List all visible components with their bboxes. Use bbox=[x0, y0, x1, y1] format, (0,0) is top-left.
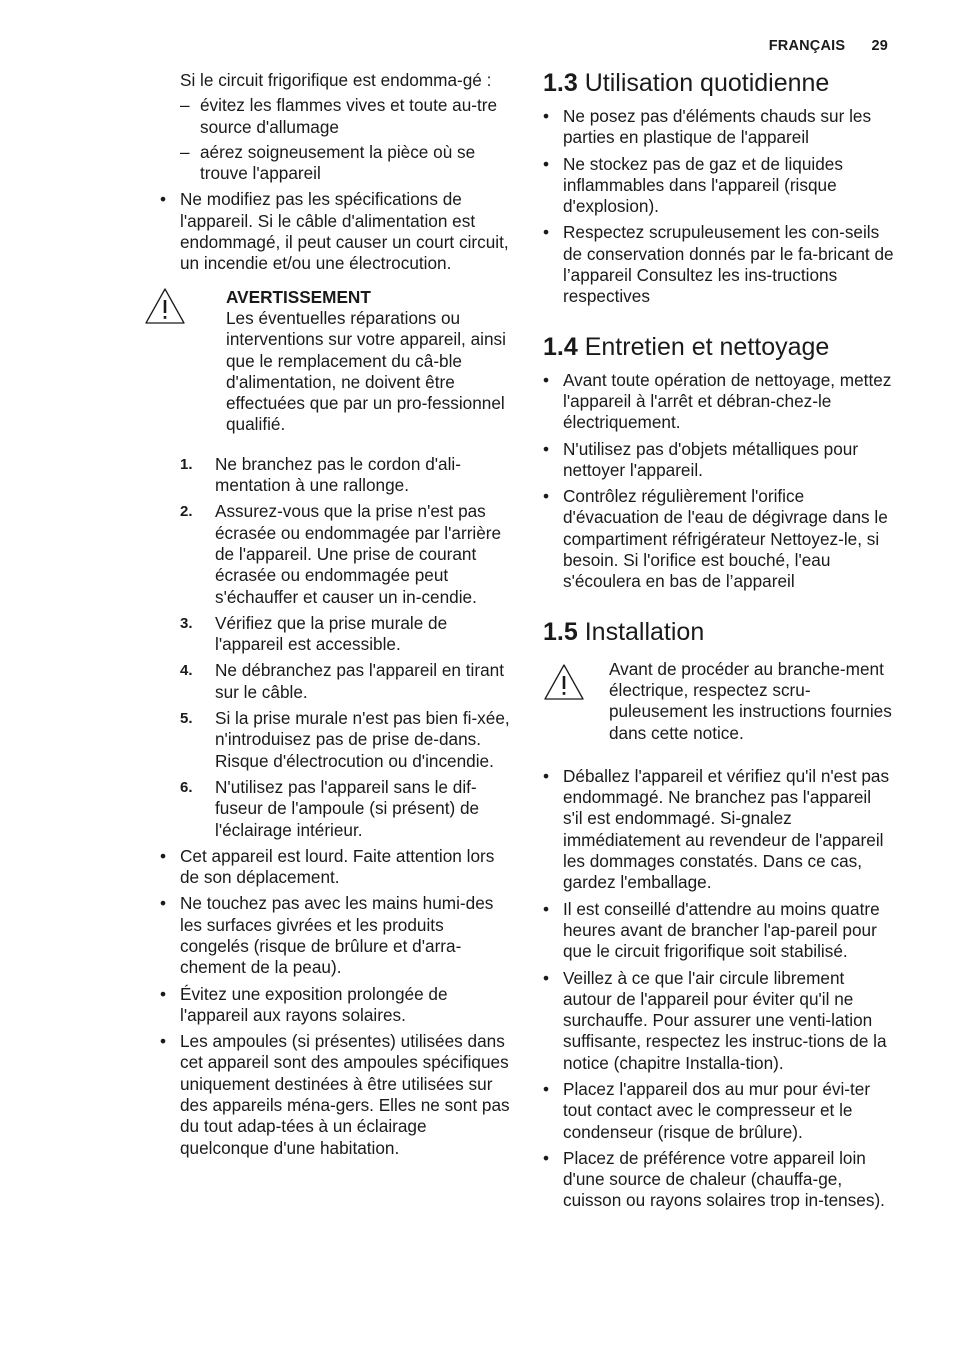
bullet-item bbox=[543, 154, 895, 218]
section-number: 1.5 bbox=[543, 617, 578, 646]
bullet-item bbox=[543, 439, 895, 482]
bullet-item bbox=[543, 370, 895, 434]
numbered-item bbox=[160, 501, 512, 607]
warning-text: Les éventuelles réparations ou interventions sur votre appareil, ainsi que le remplacement du câ-ble d'alimentation, ne doivent être effectuées que par un pro-fessionnel qualifié. bbox=[226, 307, 506, 435]
bullet-marker: • bbox=[543, 898, 550, 919]
section-heading-1-5 bbox=[543, 617, 895, 647]
bullet-marker: • bbox=[543, 1078, 550, 1099]
numbered-item bbox=[160, 777, 512, 841]
bullet-item-text: Avant toute opération de nettoyage, mettez l'appareil à l'arrêt et débran-chez-le électriquement. bbox=[563, 369, 892, 433]
bullet-item bbox=[543, 899, 895, 963]
warning-triangle-icon bbox=[543, 663, 585, 701]
bullet-item-text: Évitez une exposition prolongée de l'appareil aux rayons solaires. bbox=[180, 983, 448, 1025]
numbered-item-text: Assurez-vous que la prise n'est pas écrasée ou endommagée par l'arrière de l'appareil. Une prise de courant écrasée ou endommagée peut s'échauffer et causer un in-cendie. bbox=[215, 501, 502, 607]
intro-text: Si le circuit frigorifique est endomma-gé : bbox=[180, 70, 492, 90]
warning-title: AVERTISSEMENT bbox=[226, 286, 371, 307]
item-number: 2. bbox=[180, 503, 193, 521]
bullet-item bbox=[543, 1079, 895, 1143]
bullet-item-text: Ne touchez pas avec les mains humi-des les surfaces givrées et les produits congelés (risque de brûlure et d'arra-chement de la peau). bbox=[180, 893, 494, 978]
bullet-marker: • bbox=[543, 486, 550, 507]
bullet-marker: • bbox=[543, 765, 550, 786]
item-number: 6. bbox=[180, 778, 193, 796]
bullet-marker: • bbox=[543, 153, 550, 174]
bullet-item-text: Cet appareil est lourd. Faite attention lors de son déplacement. bbox=[180, 845, 495, 888]
bullet-item bbox=[543, 106, 895, 149]
section-number: 1.4 bbox=[543, 332, 578, 361]
bullet-marker: • bbox=[160, 1031, 167, 1052]
header-language: FRANÇAIS bbox=[768, 38, 846, 54]
bullet-item-text: Respectez scrupuleusement les con-seils de conservation donnés par le fa-bricant de l’appareil Consultez les ins-tructions respectives bbox=[563, 222, 894, 307]
dash-item bbox=[160, 95, 512, 138]
bullet-item-text: Veillez à ce que l'air circule librement autour de l'appareil pour éviter qu'il ne surchauffe. Pour assurer une venti-lation suffisante, respectez les instruc-tions de la notice (chapitre Installa-tion). bbox=[563, 967, 887, 1073]
numbered-item-text: N'utilisez pas l'appareil sans le dif-fuseur de l'ampoule (si présent) de l'éclairage intérieur. bbox=[215, 776, 480, 840]
bullet-item-text: Placez l'appareil dos au mur pour évi-ter tout contact avec le compresseur et le condenseur (risque de brûlure). bbox=[563, 1078, 871, 1142]
numbered-item-text: Ne débranchez pas l'appareil en tirant sur le câble. bbox=[215, 660, 504, 702]
section-title: Installation bbox=[584, 617, 705, 646]
section-heading-1-3 bbox=[543, 68, 895, 98]
dash-item-text: évitez les flammes vives et toute au-tre source d'allumage bbox=[200, 95, 498, 137]
bullet-marker: • bbox=[543, 1147, 550, 1168]
bullet-item-text: Contrôlez régulièrement l'orifice d'évacuation de l'eau de dégivrage dans le compartiment réfrigérateur Nettoyez-le, si besoin. Si l'orifice est bouché, l'eau s'écoulera en bas de l’appareil bbox=[563, 486, 888, 592]
bullet-item bbox=[543, 486, 895, 592]
dash-item bbox=[160, 142, 512, 185]
warning-triangle-icon bbox=[144, 287, 186, 325]
item-number: 4. bbox=[180, 662, 193, 680]
numbered-item-text: Si la prise murale n'est pas bien fi-xée, n'introduisez pas de prise de-dans. Risque d'électrocution ou d'incendie. bbox=[215, 708, 510, 771]
bullet-marker: • bbox=[160, 845, 167, 866]
section-title: Entretien et nettoyage bbox=[584, 332, 830, 361]
left-column bbox=[160, 70, 512, 1159]
bullet-marker: • bbox=[543, 106, 550, 126]
bullet-item-text: Placez de préférence votre appareil loin d'une source de chaleur (chauffa-ge, cuisson ou rayons solaires trop in-tenses). bbox=[563, 1147, 885, 1211]
bullet-marker: • bbox=[543, 369, 550, 390]
bullet-marker: • bbox=[543, 438, 550, 459]
numbered-item bbox=[160, 454, 512, 497]
item-number: 3. bbox=[180, 614, 193, 632]
item-number: 1. bbox=[180, 455, 193, 473]
bullet-item-text: Ne stockez pas de gaz et de liquides inflammables dans l'appareil (risque d'explosion). bbox=[563, 153, 843, 217]
bullet-item-text: Les ampoules (si présentes) utilisées dans cet appareil sont des ampoules spécifiques uniquement destinées à être utilisées sur des appareils ména-gers. Elles ne sont pas du tout adap-tées à un éclairage quelconque d'une habitation. bbox=[180, 1031, 510, 1158]
page-number: 29 bbox=[871, 38, 888, 54]
warning-block bbox=[160, 287, 512, 436]
bullet-item bbox=[160, 893, 512, 978]
numbered-item bbox=[160, 613, 512, 656]
numbered-item bbox=[160, 708, 512, 772]
bullet-item-text: N'utilisez pas d'objets métalliques pour nettoyer l'appareil. bbox=[563, 438, 859, 480]
bullet-item bbox=[160, 846, 512, 889]
bullet-item bbox=[160, 1031, 512, 1159]
bullet-item bbox=[543, 1148, 895, 1212]
section-number: 1.3 bbox=[543, 69, 578, 97]
item-number: 5. bbox=[180, 710, 193, 728]
bullet-item bbox=[543, 766, 895, 894]
bullet-item bbox=[543, 222, 895, 307]
right-column bbox=[543, 70, 895, 1212]
page-header bbox=[769, 38, 888, 54]
bullet-item-text: Il est conseillé d'attendre au moins quatre heures avant de brancher l'ap-pareil pour que le circuit frigorifique soit stabilisé. bbox=[563, 898, 880, 962]
bullet-item bbox=[543, 968, 895, 1074]
bullet-item bbox=[160, 984, 512, 1027]
dash-marker: – bbox=[180, 95, 190, 116]
numbered-item bbox=[160, 660, 512, 703]
numbered-item-text: Ne branchez pas le cordon d'ali-mentation à une rallonge. bbox=[215, 453, 461, 496]
bullet-marker: • bbox=[160, 893, 167, 914]
bullet-item bbox=[160, 189, 512, 274]
bullet-item-text: Ne modifiez pas les spécifications de l'appareil. Si le câble d'alimentation est endommagé, il peut causer un court circuit, un incendie et/ou une électrocution. bbox=[180, 189, 509, 274]
bullet-marker: • bbox=[543, 222, 550, 243]
numbered-item-text: Vérifiez que la prise murale de l'appareil est accessible. bbox=[215, 612, 448, 655]
bullet-item-text: Déballez l'appareil et vérifiez qu'il n'est pas endommagé. Ne branchez pas l'appareil s'il est endommagé. Si-gnalez immédiatement au revendeur de l'appareil les dommages constatés. Dans ce cas, gardez l'emballage. bbox=[563, 765, 890, 893]
bullet-marker: • bbox=[543, 967, 550, 988]
installation-warning bbox=[543, 659, 895, 744]
section-title: Utilisation quotidienne bbox=[584, 69, 830, 97]
dash-item-text: aérez soigneusement la pièce où se trouve l'appareil bbox=[200, 141, 476, 184]
dash-marker: – bbox=[180, 141, 190, 162]
bullet-marker: • bbox=[160, 983, 167, 1004]
bullet-item-text: Ne posez pas d'éléments chauds sur les parties en plastique de l'appareil bbox=[563, 106, 872, 148]
section-heading-1-4 bbox=[543, 332, 895, 362]
installation-warning-text: Avant de procéder au branche-ment électrique, respectez scru-puleusement les instructions fournies dans cette notice. bbox=[609, 658, 892, 743]
bullet-marker: • bbox=[160, 189, 167, 210]
